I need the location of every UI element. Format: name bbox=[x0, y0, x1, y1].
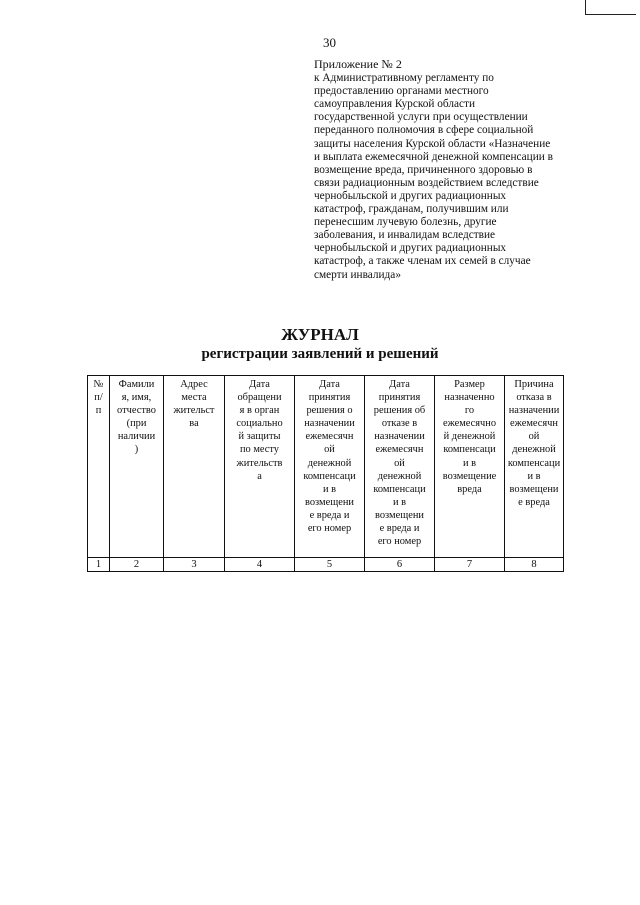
header-text: Дата bbox=[249, 379, 270, 390]
header-text: Дата bbox=[319, 379, 340, 390]
column-number-5: 5 bbox=[295, 558, 365, 572]
header-text: Адрес bbox=[180, 379, 208, 390]
appendix-line: смерти инвалида» bbox=[314, 268, 401, 281]
column-number-7: 7 bbox=[435, 558, 505, 572]
header-text: возмещени bbox=[375, 509, 424, 521]
header-text: назначении bbox=[508, 405, 560, 417]
header-text: наличии bbox=[117, 431, 156, 443]
header-text: отказе в bbox=[381, 418, 418, 430]
header-text: й денежной bbox=[443, 431, 496, 443]
header-text: и в bbox=[322, 483, 337, 495]
header-text: ой bbox=[394, 457, 405, 469]
header-text: а bbox=[257, 470, 262, 482]
header-text: принятия bbox=[378, 392, 421, 404]
appendix-line: предоставлению органами местного bbox=[314, 85, 489, 98]
header-text: решения о bbox=[306, 405, 353, 417]
header-text: возмещени bbox=[305, 496, 354, 508]
header-text: социально bbox=[236, 418, 283, 430]
column-number-2: 2 bbox=[110, 558, 164, 572]
header-text: Размер bbox=[454, 379, 485, 390]
appendix-line: государственной услуги при осуществлении bbox=[314, 111, 528, 124]
column-header-3 bbox=[164, 376, 225, 558]
header-text: № bbox=[93, 379, 104, 390]
header-text: я, имя, bbox=[121, 392, 152, 404]
column-header-6 bbox=[365, 376, 435, 558]
header-text: е вреда и bbox=[379, 523, 420, 535]
header-text: возмещение bbox=[442, 470, 497, 482]
appendix-line: перенесшим лучевую болезнь, другие bbox=[314, 216, 497, 229]
header-text: п/ bbox=[94, 392, 103, 404]
appendix-line: защиты населения Курской области «Назначение bbox=[314, 137, 551, 150]
header-text: его номер bbox=[377, 536, 422, 548]
header-text: компенсаци bbox=[303, 470, 356, 482]
header-text: го bbox=[464, 405, 475, 417]
appendix-line: самоуправления Курской области bbox=[314, 98, 476, 111]
header-text: по месту bbox=[239, 444, 279, 456]
column-number-6: 6 bbox=[365, 558, 435, 572]
header-text: Фамили bbox=[118, 379, 155, 390]
header-text: ой bbox=[528, 431, 540, 443]
appendix-line: чернобыльской и других радиационных bbox=[314, 189, 507, 202]
column-header-1 bbox=[88, 376, 110, 558]
header-text: ва bbox=[189, 418, 199, 430]
column-header-4 bbox=[225, 376, 295, 558]
header-text: компенсаци bbox=[373, 483, 426, 495]
page-number: 30 bbox=[323, 35, 336, 50]
header-text: Дата bbox=[389, 379, 410, 390]
appendix-note bbox=[314, 58, 564, 282]
journal-title: ЖУРНАЛ bbox=[281, 325, 359, 344]
appendix-line: катастроф, гражданам, получившим или bbox=[314, 203, 509, 216]
appendix-line: катастроф, а также членам их семей в случае bbox=[314, 255, 531, 268]
header-text: и в bbox=[392, 496, 407, 508]
header-text: е вреда bbox=[518, 496, 550, 508]
header-text: места bbox=[181, 392, 207, 404]
header-text: принятия bbox=[308, 392, 351, 404]
header-text: компенсаци bbox=[507, 457, 561, 469]
header-text: я в орган bbox=[239, 405, 280, 417]
header-text: отказа в bbox=[516, 392, 552, 404]
header-text: денежной bbox=[512, 444, 556, 456]
column-number-row bbox=[88, 558, 564, 572]
header-text: ) bbox=[134, 444, 139, 456]
table-header-row bbox=[88, 376, 564, 558]
header-text: ежемесячн bbox=[305, 431, 354, 443]
registration-table bbox=[87, 375, 564, 572]
header-text: (при bbox=[126, 418, 147, 430]
header-text: й защиты bbox=[238, 431, 281, 443]
column-header-2 bbox=[110, 376, 164, 558]
column-number-8: 8 bbox=[505, 558, 564, 572]
header-text: ой bbox=[324, 444, 335, 456]
header-text: денежной bbox=[377, 470, 422, 482]
scan-corner-mark bbox=[585, 0, 636, 15]
header-text: назначенно bbox=[444, 392, 495, 404]
column-number-3: 3 bbox=[164, 558, 225, 572]
header-text: компенсаци bbox=[443, 444, 496, 456]
column-header-8 bbox=[505, 376, 564, 558]
header-text: обращени bbox=[237, 392, 282, 404]
header-text: ежемесячно bbox=[442, 418, 497, 430]
header-text: ежемесячн bbox=[510, 418, 558, 430]
column-header-7 bbox=[435, 376, 505, 558]
appendix-line: переданного полномочия в сфере социальной bbox=[314, 124, 534, 137]
header-text: Причина bbox=[514, 379, 554, 390]
header-text: ежемесячн bbox=[375, 444, 424, 456]
appendix-line: чернобыльской и других радиационных bbox=[314, 242, 507, 255]
column-number-1: 1 bbox=[88, 558, 110, 572]
header-text: его номер bbox=[307, 523, 352, 535]
header-text: п bbox=[95, 405, 102, 417]
journal-subtitle: регистрации заявлений и решений bbox=[201, 346, 439, 362]
header-text: жительств bbox=[236, 457, 283, 469]
appendix-line: заболевания, и инвалидам вследствие bbox=[314, 229, 496, 242]
header-text: е вреда и bbox=[309, 509, 350, 521]
header-text: и в bbox=[527, 470, 541, 482]
header-text: денежной bbox=[307, 457, 352, 469]
header-text: жительст bbox=[173, 405, 215, 417]
appendix-title: Приложение № 2 bbox=[314, 57, 402, 71]
appendix-line: к Административному регламенту по bbox=[314, 72, 494, 85]
header-text: назначении bbox=[304, 418, 355, 430]
header-text: и в bbox=[462, 457, 477, 469]
column-header-5 bbox=[295, 376, 365, 558]
header-text: вреда bbox=[457, 483, 482, 495]
appendix-line: и выплата ежемесячной денежной компенсации в bbox=[314, 150, 553, 163]
header-text: назначении bbox=[374, 431, 425, 443]
header-text: решения об bbox=[373, 405, 426, 417]
header-text: возмещени bbox=[509, 483, 559, 495]
appendix-line: связи радиационным воздействием вследствие bbox=[314, 176, 539, 189]
header-text: отчество bbox=[117, 405, 156, 417]
column-number-4: 4 bbox=[225, 558, 295, 572]
appendix-line: возмещение вреда, причиненного здоровью в bbox=[314, 163, 533, 176]
